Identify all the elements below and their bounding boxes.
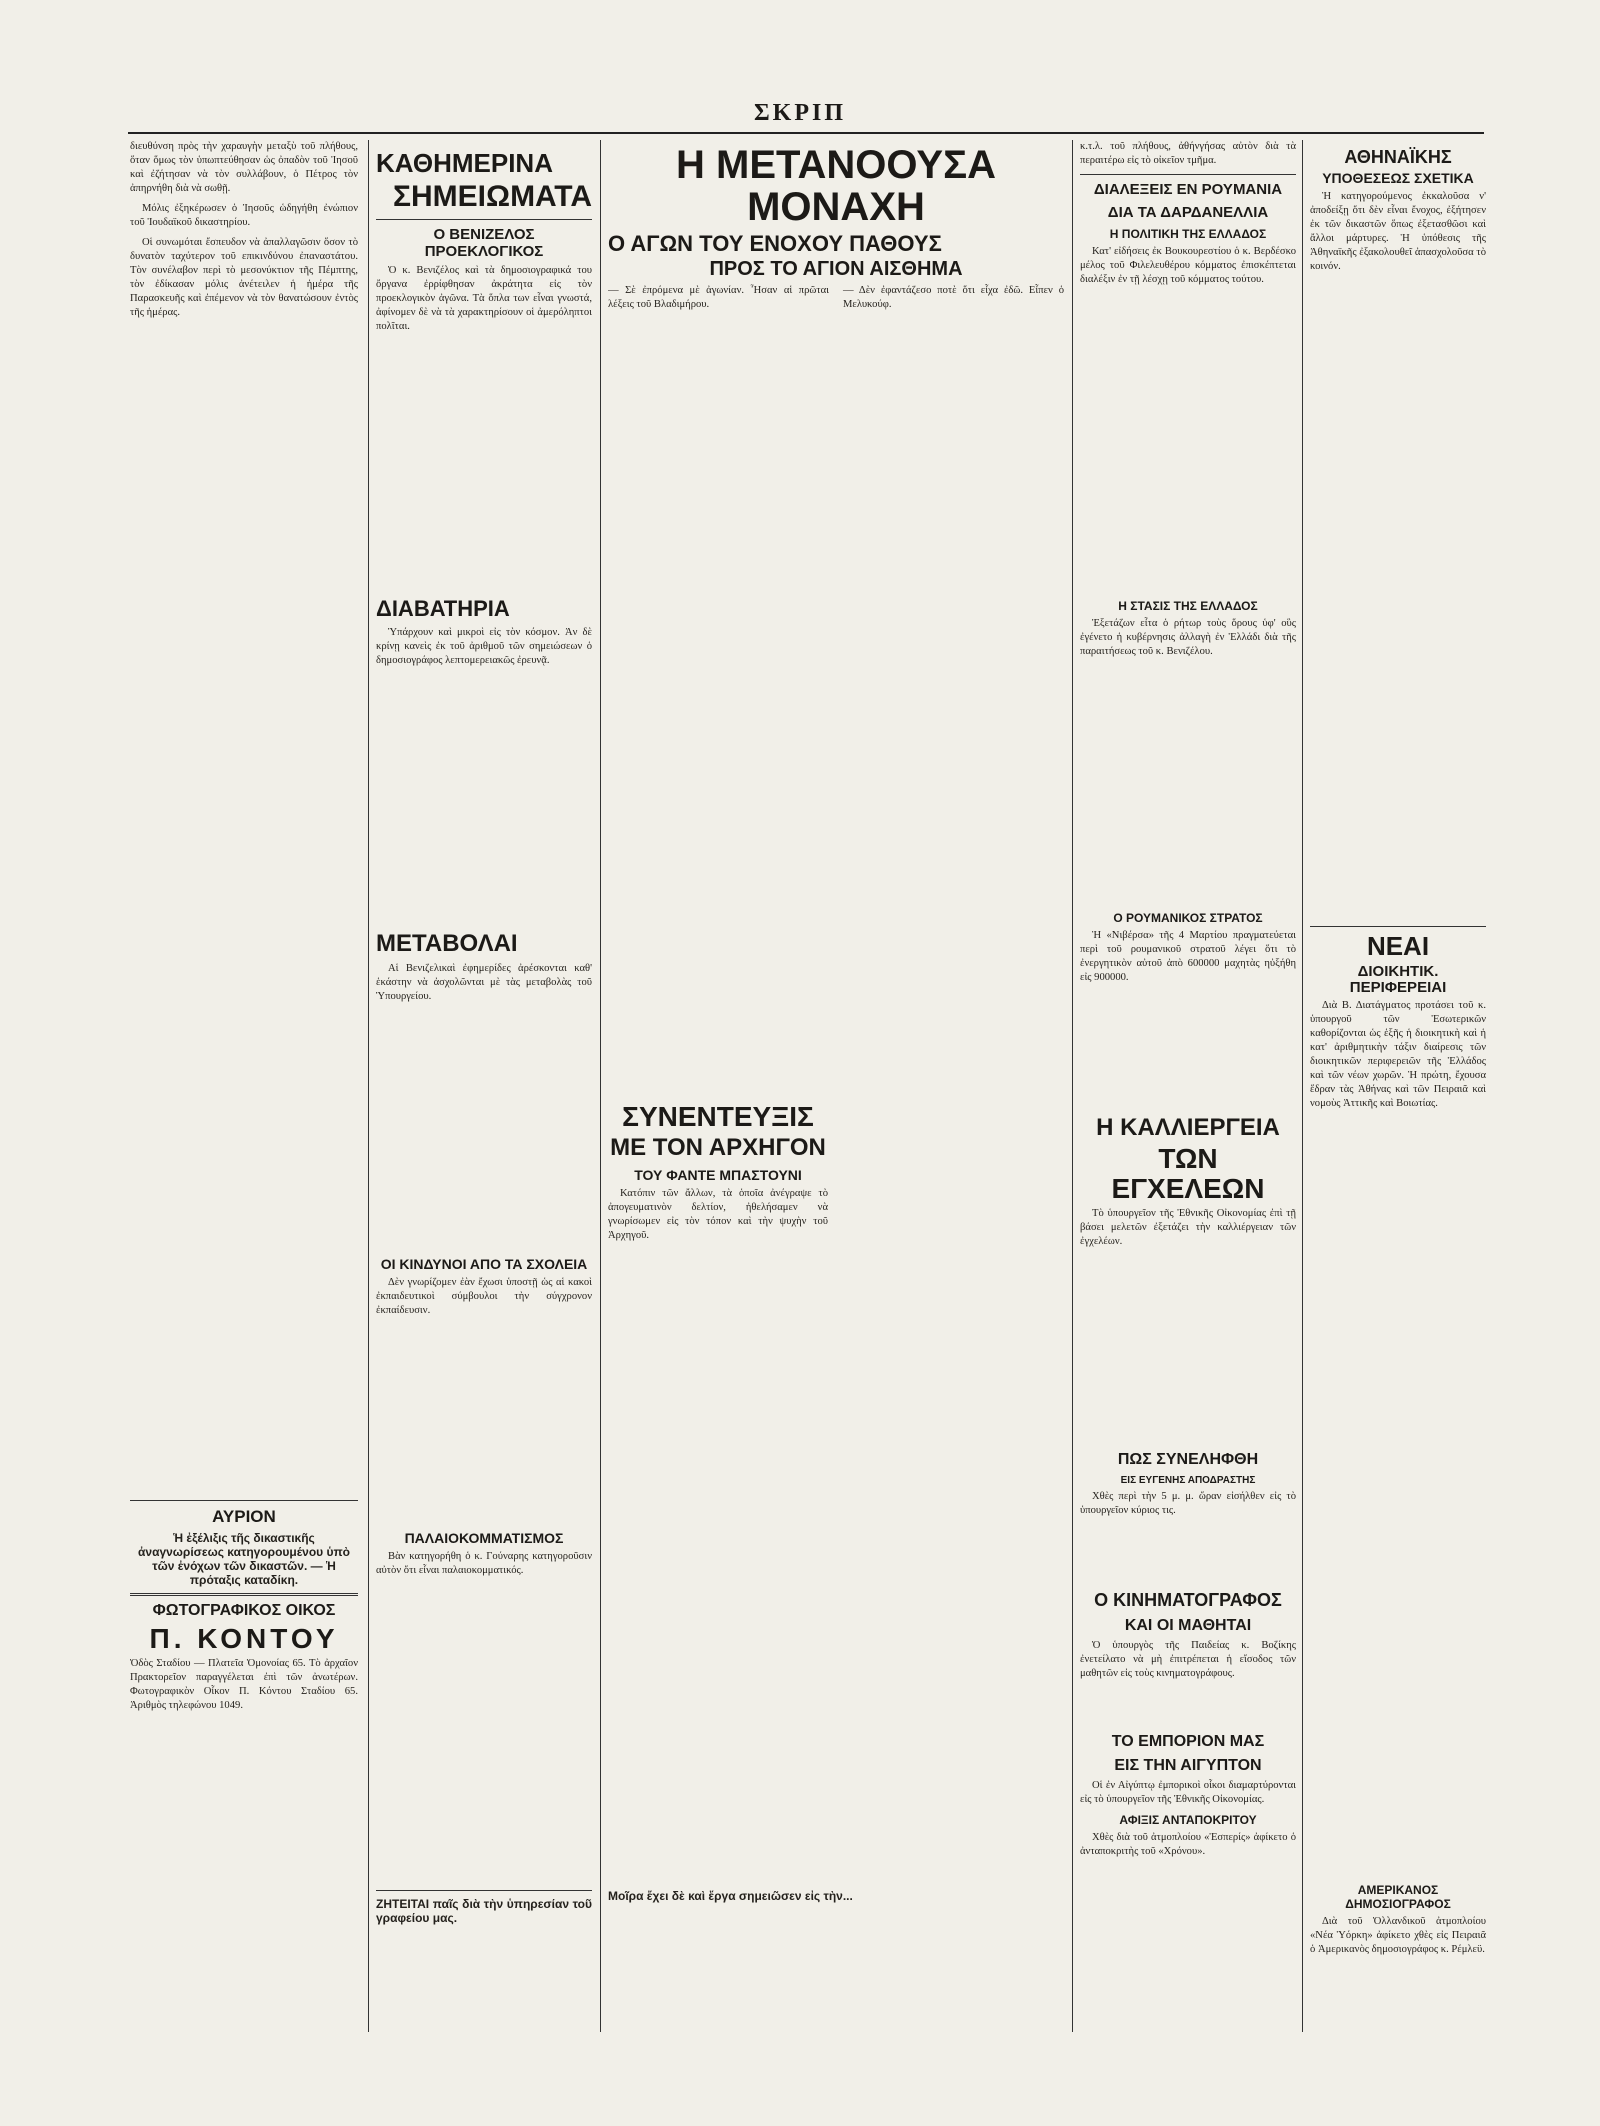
article-body xyxy=(608,284,1064,318)
column-4 xyxy=(1080,140,1296,2030)
headline-romania: ΔΙΑΛΕΞΕΙΣ ΕΝ ΡΟΥΜΑΝΙΑ xyxy=(1093,181,1283,198)
divider xyxy=(1310,926,1486,927)
article-text: Διὰ Β. Διατάγματος προτάσει τοῦ κ. ὑπουργοῦ τῶν Ἐσωτερικῶν καθορίζονται ὡς ἑξῆς ἡ διοικητικὴ καὶ ἡ κατ' ἀριθμητικὴν τάξιν διαίρεσις τῶν διοικητικῶν περιφερειῶν τῆς Ἑλλάδος καὶ τῶν νέων χωρῶν. Ἡ πρώτη, ἔχουσα ἕδραν τὰς Ἀθήνας καὶ τῶν Πειραιᾶ καὶ νομοὺς Ἀττικῆς καὶ Βοιωτίας. xyxy=(1310,1000,1486,1110)
article-text: Χθὲς διὰ τοῦ ἀτμοπλοίου «Ἑσπερίς» ἀφίκετο ὁ ἀνταποκριτὴς τοῦ «Χρόνου». xyxy=(1080,1831,1296,1857)
article-text: Βὰν κατηγορήθη ὁ κ. Γούναρης κατηγοροῦσιν αὐτὸν ὅτι εἶναι παλαιοκομματικός. xyxy=(376,1550,592,1576)
interview-title: ΣΥΝΕΝΤΕΥΞΙΣ xyxy=(622,1101,814,1133)
headline-schools: ΟΙ ΚΙΝΔΥΝΟΙ ΑΠΟ ΤΑ ΣΧΟΛΕΙΑ xyxy=(380,1255,588,1272)
section-title: ΚΑΘΗΜΕΡΙΝΑ xyxy=(376,148,553,178)
divider xyxy=(376,1890,592,1891)
headline-egypt: ΕΙΣ ΤΗΝ ΑΙΓΥΠΤΟΝ xyxy=(1114,1756,1262,1774)
headline-prefectures: ΔΙΟΙΚΗΤΙΚ. ΠΕΡΙΦΕΡΕΙΑΙ xyxy=(1349,962,1447,996)
column-divider xyxy=(1072,140,1073,2032)
column-2 xyxy=(376,140,592,2030)
article-text: Μόλις ἐξηκέρωσεν ὁ Ἰησοῦς ὡδηγήθη ἐνώπιον τοῦ Ἰουδαϊκοῦ δικαστηρίου. xyxy=(130,203,358,228)
headline-case: ΥΠΟΘΕΣΕΩΣ ΣΧΕΤΙΚΑ xyxy=(1322,169,1474,186)
divider xyxy=(376,219,592,220)
article-text: Κατόπιν τῶν ἄλλων, τὰ ὁποῖα ἀνέγραψε τὸ ἀπογευματινὸν δελτίον, ἠθελήσαμεν νὰ γνωρίσωμεν εἰς τὸν τόπον καὶ τὴν ψυχὴν τοῦ Ἀρχηγοῦ. xyxy=(608,1187,828,1241)
interview-subtitle: ΜΕ ΤΟΝ ΑΡΧΗΓΟΝ xyxy=(610,1134,826,1162)
article-text: Αἱ Βενιζελικαὶ ἐφημερίδες ἀρέσκονται καθ' ἑκάστην νὰ ἀσχολῶνται μὲ τὰς μεταβολὰς τοῦ Ὑπουργείου. xyxy=(376,962,592,1002)
divider xyxy=(130,1500,358,1501)
headline-eels: ΤΩΝ ΕΓΧΕΛΕΩΝ xyxy=(1111,1143,1265,1204)
headline-old-party: ΠΑΛΑΙΟΚΟΜΜΑΤΙΣΜΟΣ xyxy=(404,1529,564,1546)
article-text: Ἡ κατηγορούμενος ἐκκαλοῦσα ν' ἀποδείξῃ ὅτι δὲν εἶναι ἔνοχος, ἐξήτησεν ἐκ τῶν δικαστῶν ὅπως ἐξετασθῶσι καὶ ἄλλοι μάρτυρες. Ἡ ὑπόθεσις τῆς Ἀθηναϊκῆς ἐξακολουθεῖ ἀπασχολοῦσα τὸ κοινόν. xyxy=(1310,190,1486,272)
ad-name: Π. ΚΟΝΤΟΥ xyxy=(149,1623,339,1654)
headline-athenian: ΑΘΗΝΑΪΚΗΣ xyxy=(1344,147,1452,167)
headline-arrest: ΠΩΣ ΣΥΝΕΛΗΦΘΗ xyxy=(1117,1450,1259,1468)
divider xyxy=(1080,174,1296,175)
article-text: κ.τ.λ. τοῦ πλήθους, ἀθήνγήσας αὐτὸν διὰ τὰ περαιτέρω εἰς τὸ οἰκεῖον τμῆμα. xyxy=(1080,141,1296,166)
article-text: Διὰ τοῦ Ὁλλανδικοῦ ἀτμοπλοίου «Νέα Ὑόρκη» ἀφίκετο χθὲς εἰς Πειραιᾶ ὁ Ἀμερικανὸς δημοσιογράφος κ. Ρέμλεϋ. xyxy=(1310,1916,1486,1956)
article-text: Χθὲς περὶ τὴν 5 μ. μ. ὥραν εἰσήλθεν εἰς τὸ ὑπουργεῖον κύριος τις. xyxy=(1080,1490,1296,1516)
article-text: Ὁ ὑπουργὸς τῆς Παιδείας κ. Βοζίκης ἐνετείλατο νὰ μὴ ἐπιτρέπεται ἡ εἴσοδος τῶν μαθητῶν εἰς τοὺς κινηματογράφους. xyxy=(1080,1639,1296,1679)
headline-cultivation: Η ΚΑΛΛΙΕΡΓΕΙΑ xyxy=(1096,1114,1280,1141)
main-title: Η ΜΕΤΑΝΟΟΥΣΑ ΜΟΝΑΧΗ xyxy=(676,143,996,229)
headline-greece-stance: Η ΣΤΑΣΙΣ ΤΗΣ ΕΛΛΑΔΟΣ xyxy=(1118,599,1258,613)
headline-cinema: Ο ΚΙΝΗΜΑΤΟΓΡΑΦΟΣ xyxy=(1094,1589,1282,1610)
column-divider xyxy=(368,140,369,2032)
article-text: Ἡ «Νιβέρσα» τῆς 4 Μαρτίου πραγματεύεται περὶ τοῦ ρουμανικοῦ στρατοῦ λέγει ὅτι τὸ ἐνεργητικὸν αὐτοῦ ἀπὸ 600000 μαχητὰς ηὐξήθη εἰς 900000. xyxy=(1080,930,1296,983)
article-text: Δὲν γνωρίζομεν ἐὰν ἔχωσι ὑποστῇ ὡς αἱ κακοὶ ἐκπαιδευτικοὶ σύμβουλοι τὴν σύγχρονον ἐκπαίδευσιν. xyxy=(376,1276,592,1316)
headline-new: ΝΕΑΙ xyxy=(1366,930,1430,961)
article-text: Ὁ κ. Βενιζέλος καὶ τὰ δημοσιογραφικά του ὄργανα ἐρρίφθησαν ἀκράτητα εἰς τὸν προεκλογικὸν ἀγῶνα. Τὰ ὅπλα των εἶναι γνωστά, ἀφίνομεν δὲ νὰ τὰ χαρακτηρίσουν οἱ ἀμερόληπτοι πολῖται. xyxy=(376,264,592,332)
divider xyxy=(130,1593,358,1596)
column-divider xyxy=(1302,140,1303,2032)
masthead: ΣΚΡΙΠ xyxy=(753,100,847,126)
article-text: διευθύνση πρὸς τὴν χαραυγὴν μεταξὺ τοῦ πλήθους, ὅταν ὅμως τὸν ὑπωπτεύθησαν ὡς ὀπαδὸν τοῦ Ἰησοῦ καὶ ἐζήτησαν νὰ τὸν συλλάβουν, ὁ Πέτρος τὸν ἀπηρνήθη διὰ νὰ σωθῇ. xyxy=(130,141,358,194)
column-1 xyxy=(130,140,358,2030)
headline-arrest-sub: ΕΙΣ ΕΥΓΕΝΗΣ ΑΠΟΔΡΑΣΤΗΣ xyxy=(1120,1474,1256,1486)
column-3 xyxy=(608,140,1064,2030)
column-divider xyxy=(600,140,601,2032)
article-text: — Σὲ ἐπρόμενα μὲ ἀγωνίαν. Ἦσαν αἱ πρῶται λέξεις τοῦ Βλαδιμήρου. xyxy=(608,285,829,311)
article-text: Οἱ ἐν Αἰγύπτῳ ἐμπορικοὶ οἶκοι διαμαρτύρονται εἰς τὸ ὑπουργεῖον τῆς Ἐθνικῆς Οἰκονομίας. xyxy=(1080,1779,1296,1805)
ad-text: Ὁδὸς Σταδίου — Πλατεῖα Ὁμονοίας 65. Τὸ ἀρχαῖον Πρακτορεῖον παραγγέλεται ἐπὶ τῶν ἀνωτέρων. Φωτογραφικὸν Οἶκον Π. Κόντου Σταδίου 65. Ἀριθμὸς τηλεφώνου 1049. xyxy=(130,1658,358,1712)
article-text: Ὑπάρχουν καὶ μικροὶ εἰς τὸν κόσμον. Ἀν δὲ κρίνῃ κανεὶς ἐκ τοῦ ἀριθμοῦ τῶν σημειώσεων ὁ δημοσιογράφος λεπτομερειακῶς ἐρευνᾷ. xyxy=(376,626,592,666)
article-text: — Δὲν ἐφαντάζεσο ποτὲ ὅτι εἶχα ἐδῶ. Εἶπεν ὁ Μελυκούφ. xyxy=(843,285,1064,311)
ad-title: ΦΩΤΟΓΡΑΦΙΚΟΣ ΟΙΚΟΣ xyxy=(152,1602,336,1619)
column-5 xyxy=(1310,140,1486,2030)
article-text: Ἐξετάζων εἶτα ὁ ρήτωρ τοὺς ὅρους ὑφ' οὓς ἐγένετο ἡ κυβέρνησις ἀλλαγὴ ἐν Ἑλλάδι διὰ τῆς παραιτήσεως τοῦ κ. Βενιζέλου. xyxy=(1080,618,1296,657)
headline-american-journalist: ΑΜΕΡΙΚΑΝΟΣ ΔΗΜΟΣΙΟΓΡΑΦΟΣ xyxy=(1345,1883,1451,1912)
headline-tomorrow: ΑΥΡΙΟΝ xyxy=(212,1507,276,1526)
headline-policy: Η ΠΟΛΙΤΙΚΗ ΤΗΣ ΕΛΛΑΔΟΣ xyxy=(1109,227,1267,241)
tomorrow-text: Ἡ ἐξέλιξις τῆς δικαστικῆς ἀναγνωρίσεως κατηγορουμένου ὑπὸ τῶν ἐνόχων τῶν δικαστῶν. — Ἡ πρόταξις καταδίκη. xyxy=(138,1531,350,1587)
article-text: Οἱ συνωμόται ἔσπευδον νὰ ἀπαλλαγῶσιν ὅσον τὸ δυνατὸν ταχύτερον τοῦ επικινδύνου ἐπαναστάτου. Τὸν συνέλαβον περὶ τὸ μεσονύκτιον τῆς Πέμπτης, τὸν ἐδίκασαν μόλις ἀνέτειλεν ἡ ἡμέρα τῆς Παρασκευῆς καὶ ἐπέμενον νὰ τὸν θανατώσουν ἐντὸς τῆς ἡμέρας. xyxy=(130,237,358,318)
interview-subtitle-2: ΤΟΥ ΦΑΝΤΕ ΜΠΑΣΤΟΥΝΙ xyxy=(634,1166,802,1183)
headline-passports: ΔΙΑΒΑΤΗΡΙΑ xyxy=(376,595,510,621)
section-subtitle: ΣΗΜΕΙΩΜΑΤΑ xyxy=(393,180,592,214)
footer-line: Μοῖρα ἔχει δὲ καὶ ἔργα σημειῶσεν εἰς τὴν... xyxy=(608,1888,853,1903)
headline-dardanelles: ΔΙΑ ΤΑ ΔΑΡΔΑΝΕΛΛΙΑ xyxy=(1107,204,1269,221)
classified: ΖΗΤΕΙΤΑΙ παῖς διὰ τὴν ὑπηρεσίαν τοῦ γραφείου μας. xyxy=(376,1896,592,1925)
headline-trade: ΤΟ ΕΜΠΟΡΙΟΝ ΜΑΣ xyxy=(1111,1732,1265,1750)
main-subtitle: Ο ΑΓΩΝ ΤΟΥ ΕΝΟΧΟΥ ΠΑΘΟΥΣ xyxy=(608,231,942,256)
headline-students: ΚΑΙ ΟΙ ΜΑΘΗΤΑΙ xyxy=(1124,1616,1252,1634)
top-rule xyxy=(128,132,1484,134)
headline-venizelos: Ο ΒΕΝΙΖΕΛΟΣ ΠΡΟΕΚΛΟΓΙΚΟΣ xyxy=(424,225,544,260)
headline-changes: ΜΕΤΑΒΟΛΑΙ xyxy=(376,929,518,957)
main-subtitle-2: ΠΡΟΣ ΤΟ ΑΓΙΟΝ ΑΙΣΘΗΜΑ xyxy=(709,258,963,281)
headline-correspondent: ΑΦΙΞΙΣ ΑΝΤΑΠΟΚΡΙΤΟΥ xyxy=(1119,1812,1257,1827)
headline-romanian-army: Ο ΡΟΥΜΑΝΙΚΟΣ ΣΤΡΑΤΟΣ xyxy=(1113,911,1263,925)
article-text: Τὸ ὑπουργεῖον τῆς Ἐθνικῆς Οἰκονομίας ἐπὶ τῇ βάσει μελετῶν ἐξετάζει τὴν καλλιέργειαν τῶν ἐγχελέων. xyxy=(1080,1207,1296,1247)
article-text: Κατ' εἰδήσεις ἐκ Βουκουρεστίου ὁ κ. Βερδέσκο μέλος τοῦ Φιλελευθέρου κόμματος ἐπισκέπτεται διαλέξιν ἐν τῇ λέσχῃ τοῦ κόμματος τούτου. xyxy=(1080,246,1296,285)
